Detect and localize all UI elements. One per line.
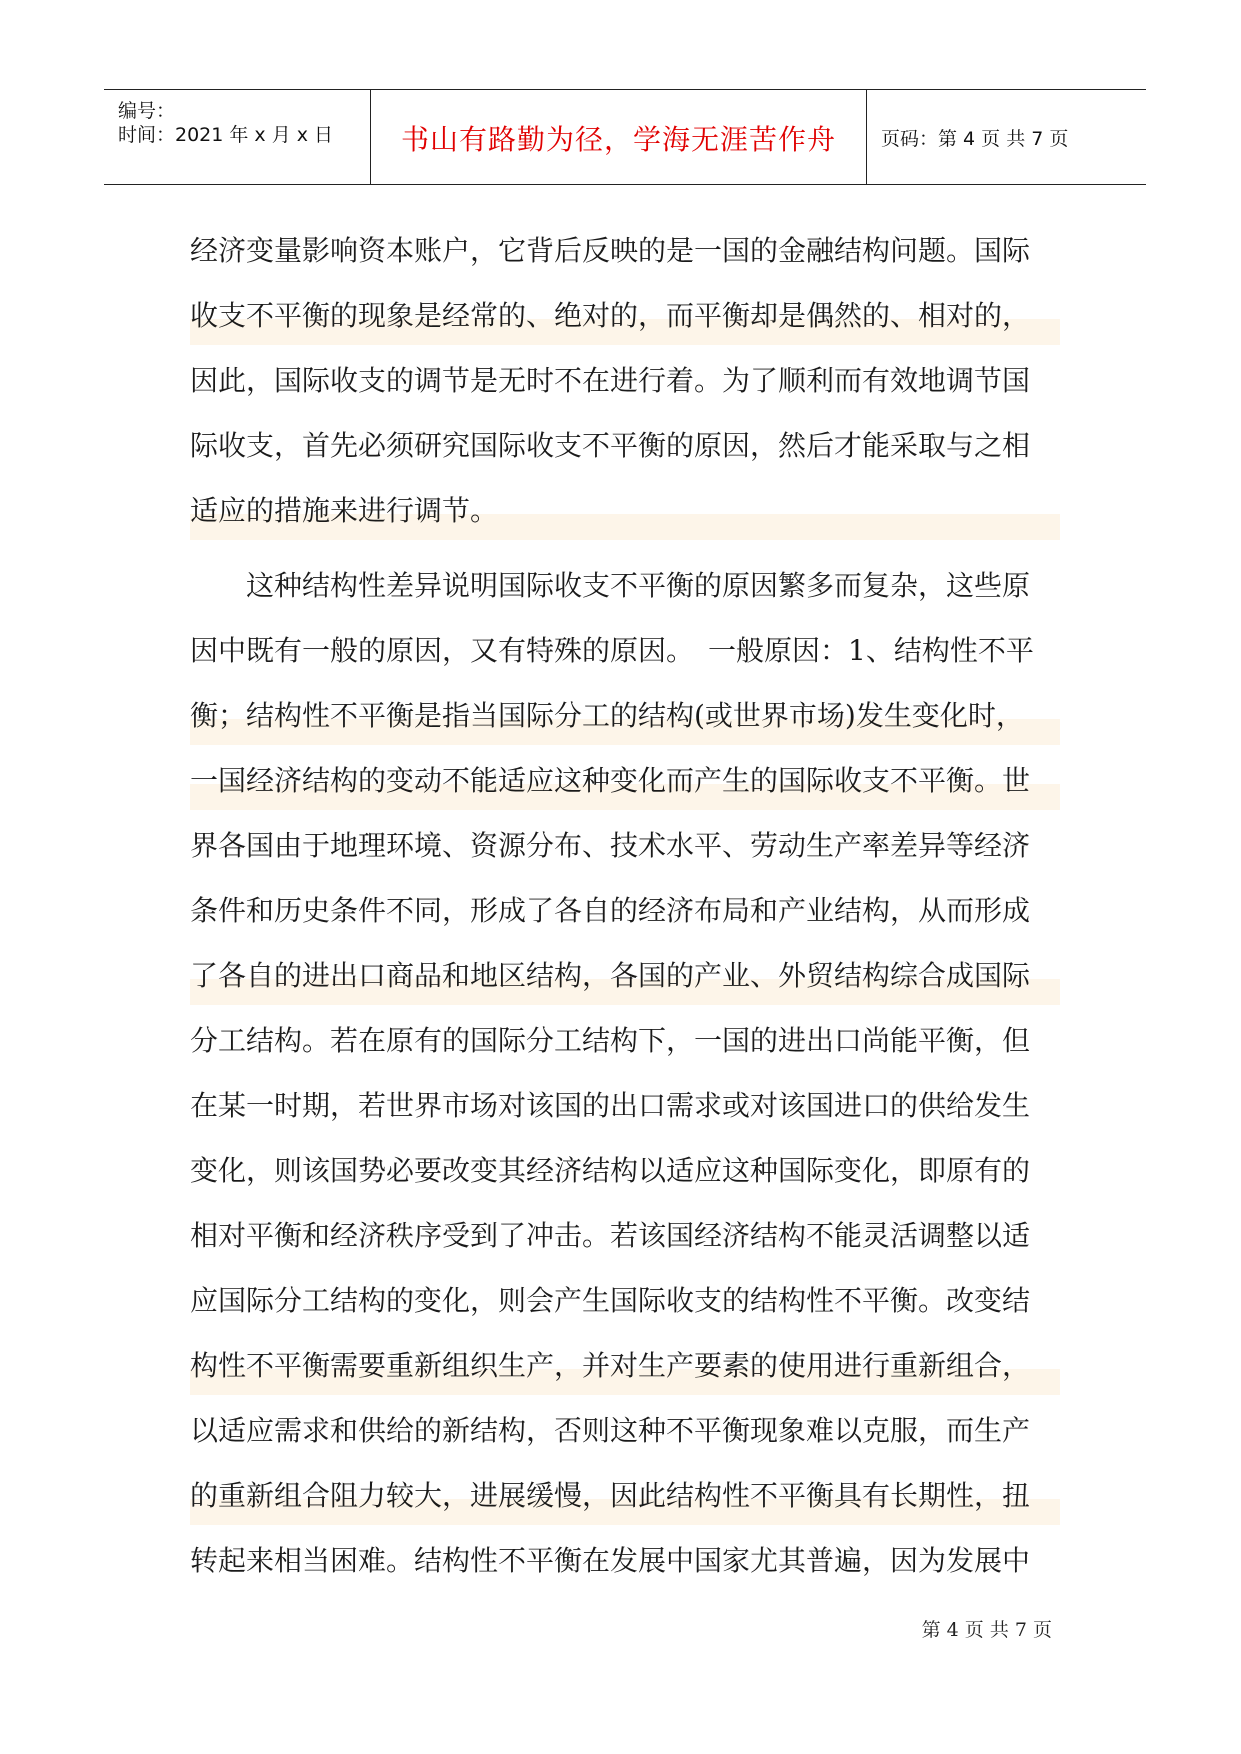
document-body (190, 218, 1060, 1593)
header-motto-cell (371, 90, 867, 184)
text-line: 因此，国际收支的调节是无时不在进行着。为了顺利而有效地调节国 (190, 364, 1031, 397)
page-footer: 第 4 页 共 7 页 (921, 1619, 1052, 1641)
time-label: 时间：2021 年 x 月 x 日 (118, 124, 334, 146)
page-number-label: 页码：第 4 页 共 7 页 (881, 128, 1069, 150)
text-line: 的重新组合阻力较大，进展缓慢，因此结构性不平衡具有长期性，扭 (190, 1463, 1060, 1528)
page-header (104, 89, 1146, 185)
text-line: 在某一时期，若世界市场对该国的出口需求或对该国进口的供给发生 (190, 1089, 1031, 1122)
text-line: 以适应需求和供给的新结构，否则这种不平衡现象难以克服，而生产 (190, 1414, 1031, 1447)
text-line: 因中既有一般的原因，又有特殊的原因。 一般原因：1、结构性不平 (190, 634, 1034, 667)
text-line: 际收支，首先必须研究国际收支不平衡的原因，然后才能采取与之相 (190, 429, 1031, 462)
text-line: 适应的措施来进行调节。 (190, 478, 1060, 543)
text-line: 相对平衡和经济秩序受到了冲击。若该国经济结构不能灵活调整以适 (190, 1219, 1031, 1252)
number-label: 编号： (118, 100, 176, 122)
text-line: 转起来相当困难。结构性不平衡在发展中国家尤其普遍，因为发展中 (190, 1544, 1031, 1577)
text-line: 衡；结构性不平衡是指当国际分工的结构(或世界市场)发生变化时， (190, 683, 1060, 748)
text-line: 分工结构。若在原有的国际分工结构下，一国的进出口尚能平衡，但 (190, 1024, 1031, 1057)
header-page-cell (867, 90, 1146, 184)
text-line: 构性不平衡需要重新组织生产，并对生产要素的使用进行重新组合， (190, 1333, 1060, 1398)
text-line: 收支不平衡的现象是经常的、绝对的，而平衡却是偶然的、相对的， (190, 283, 1060, 348)
text-line: 经济变量影响资本账户，它背后反映的是一国的金融结构问题。国际 (190, 234, 1031, 267)
text-line: 一国经济结构的变动不能适应这种变化而产生的国际收支不平衡。世 (190, 748, 1060, 813)
text-line: 界各国由于地理环境、资源分布、技术水平、劳动生产率差异等经济 (190, 829, 1031, 862)
text-line: 这种结构性差异说明国际收支不平衡的原因繁多而复杂，这些原 (190, 569, 1031, 602)
text-line: 条件和历史条件不同，形成了各自的经济布局和产业结构，从而形成 (190, 894, 1031, 927)
motto: 书山有路勤为径，学海无涯苦作舟 (400, 123, 836, 156)
text-line: 应国际分工结构的变化，则会产生国际收支的结构性不平衡。改变结 (190, 1284, 1031, 1317)
header-meta-cell (104, 90, 371, 184)
text-line: 了各自的进出口商品和地区结构，各国的产业、外贸结构综合成国际 (190, 943, 1060, 1008)
text-line: 变化，则该国势必要改变其经济结构以适应这种国际变化，即原有的 (190, 1154, 1031, 1187)
